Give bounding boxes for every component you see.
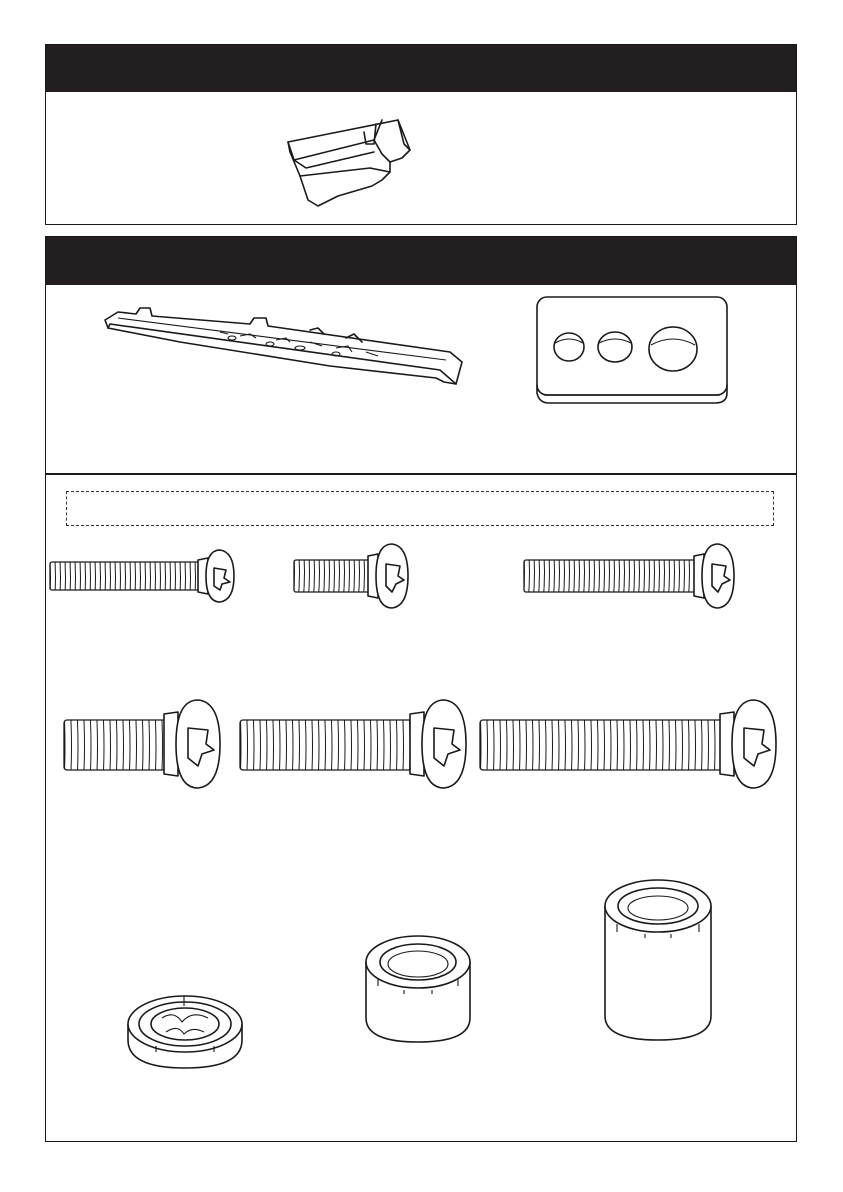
section-1-panel <box>45 44 797 225</box>
screw-m6x30-icon <box>238 696 470 792</box>
screw-m4x12-icon <box>292 542 412 610</box>
section-2-header <box>46 237 796 285</box>
spacer-tall-icon <box>603 876 713 1042</box>
section-2-divider <box>46 473 796 475</box>
template-plate-icon <box>535 295 730 407</box>
spacer-short-icon <box>126 988 244 1070</box>
spacer-medium-icon <box>364 932 472 1044</box>
wall-bracket-icon <box>100 298 465 390</box>
cable-clip-icon <box>278 110 418 215</box>
section-1-header <box>46 45 796 92</box>
screw-m4x30-icon <box>48 548 238 604</box>
hardware-label-box <box>66 491 774 526</box>
screw-m4x40-icon <box>522 542 737 610</box>
screw-m6x50-icon <box>478 696 780 792</box>
screw-m6x16-icon <box>62 696 224 792</box>
